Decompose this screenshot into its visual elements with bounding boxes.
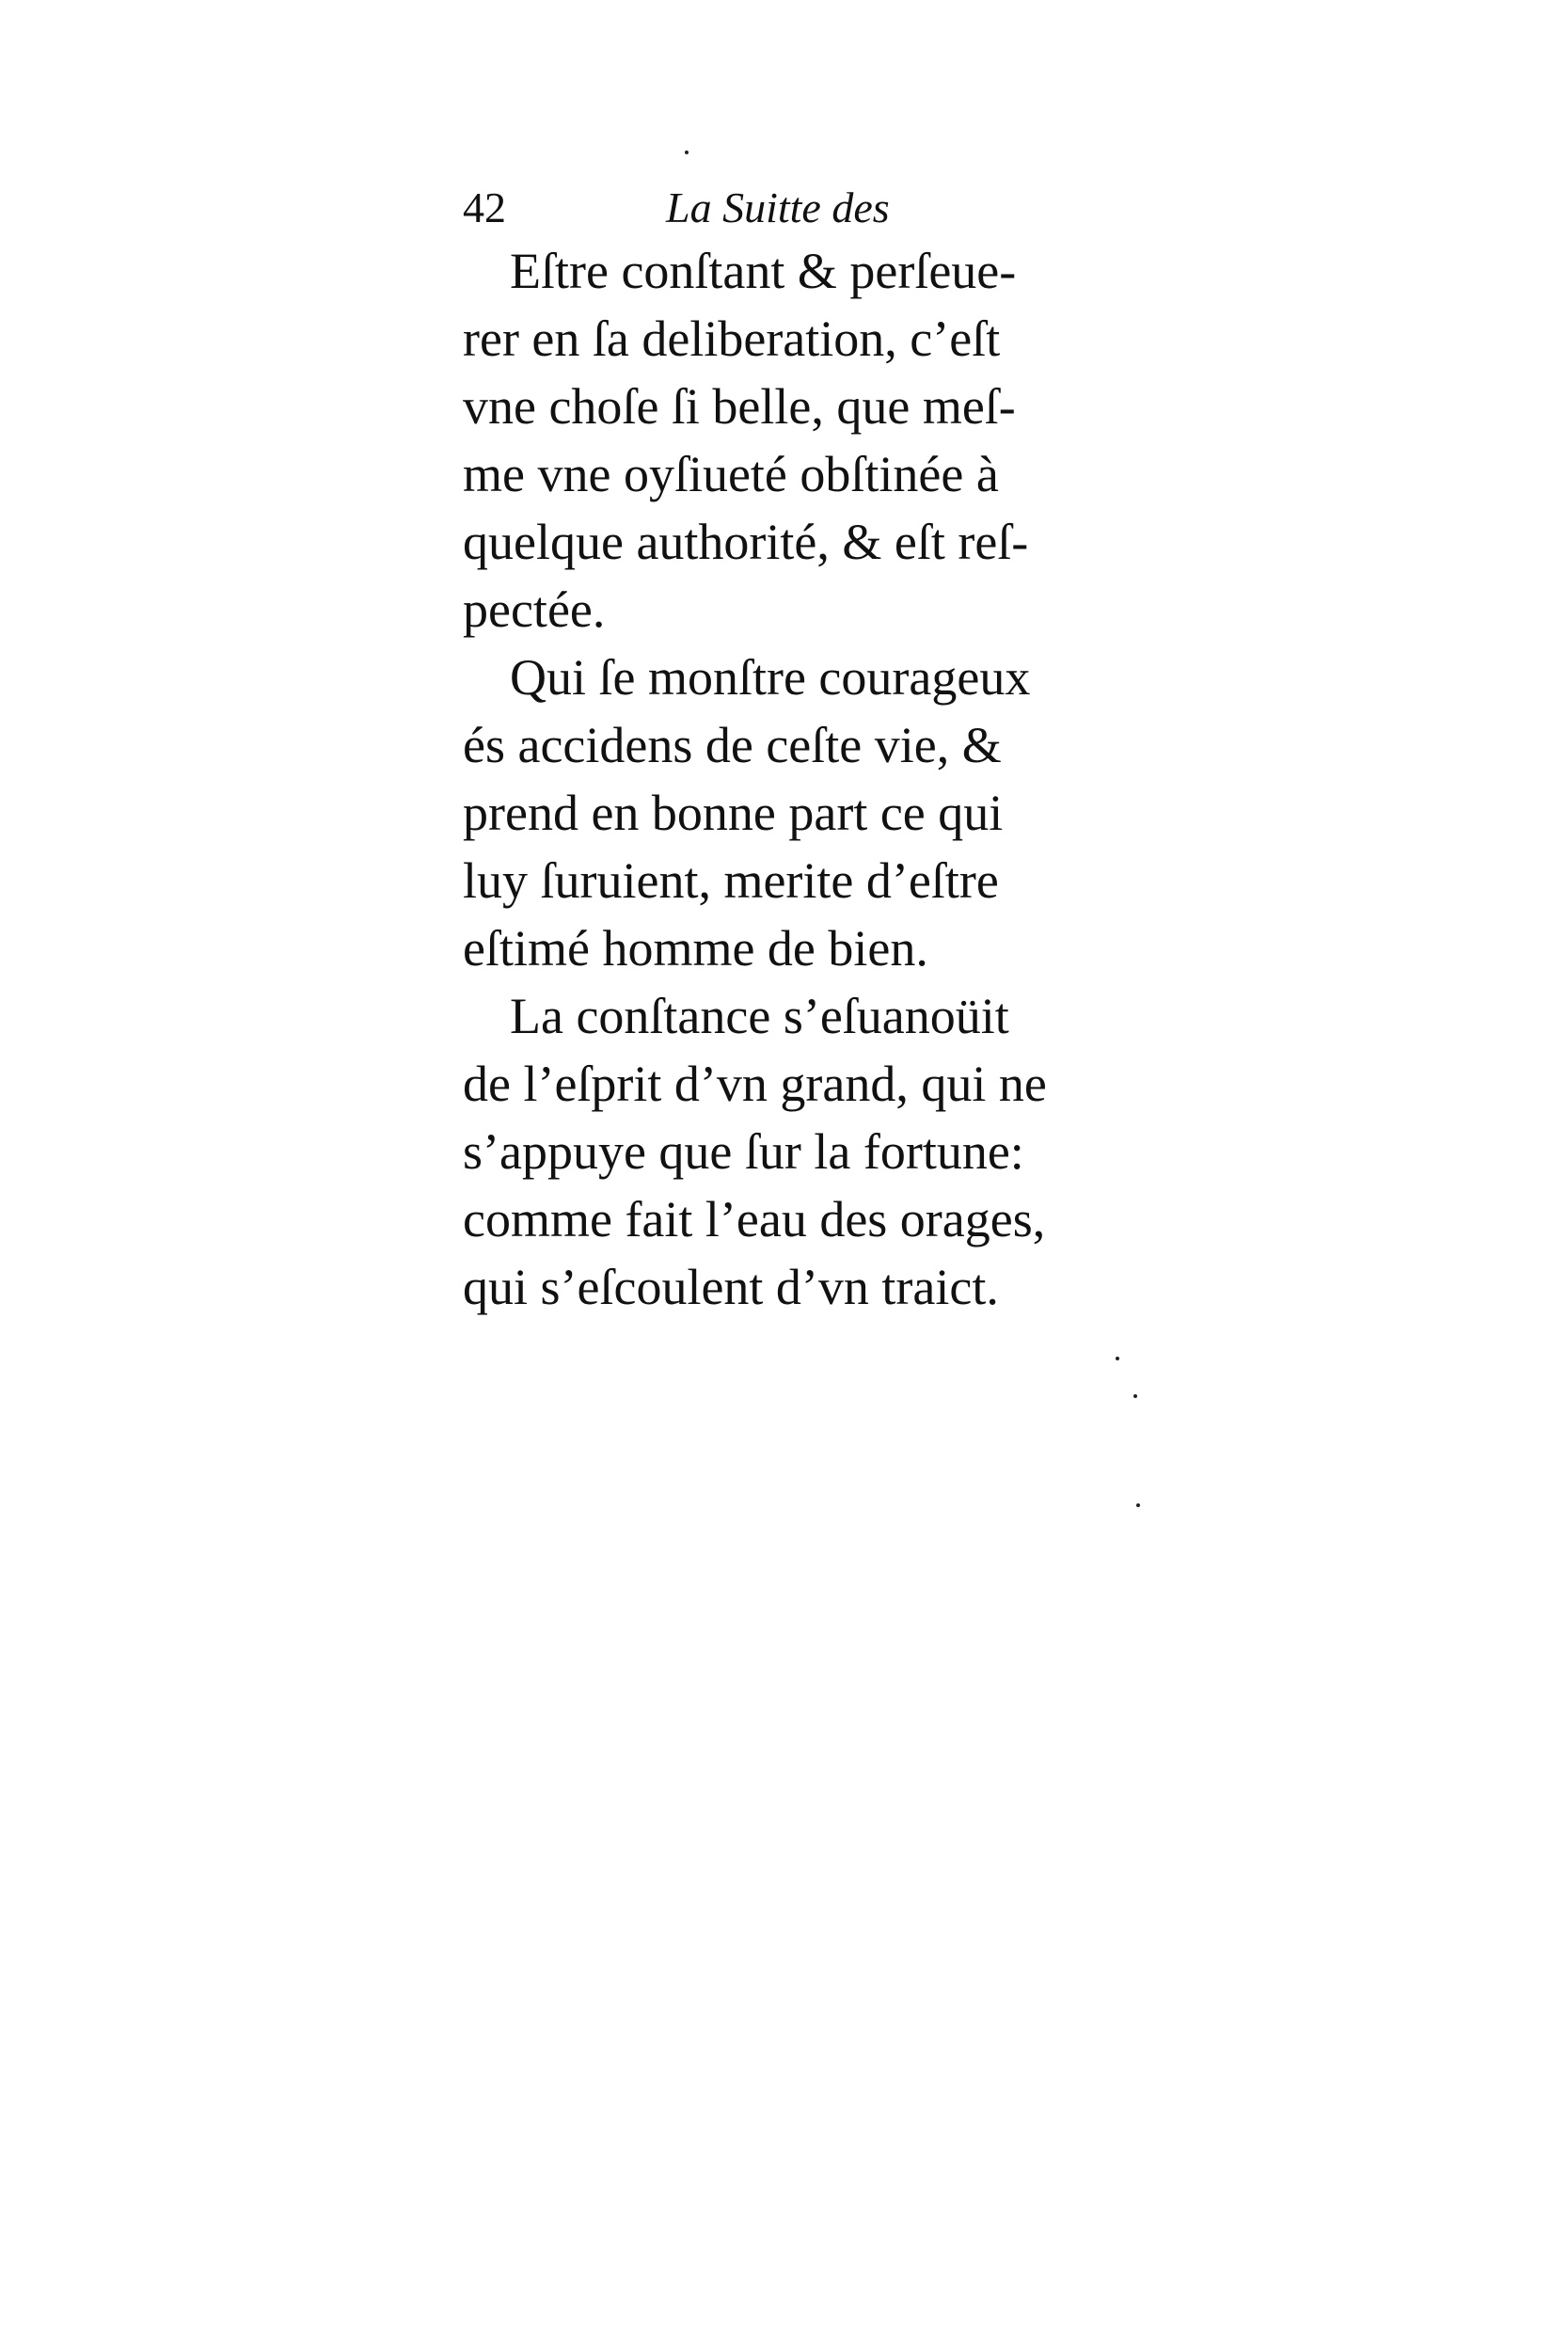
text-line: Eſtre conſtant & perſeue- (510, 243, 1017, 299)
text-line: de l’eſprit d’vn grand, qui ne (463, 1056, 1047, 1112)
text-line: Qui ſe monſtre courageux (510, 649, 1031, 706)
text-line: comme fait l’eau des orages, (463, 1191, 1046, 1248)
text-line: me vne oyſiueté obſtinée à (463, 446, 999, 502)
text-line: luy ſuruient, merite d’eſtre (463, 852, 999, 909)
paragraph (463, 644, 1102, 982)
running-head (463, 179, 1102, 237)
text-line: La conſtance s’eſuanoüit (510, 988, 1009, 1044)
page-number: 42 (463, 183, 506, 231)
ink-speck (1116, 1357, 1119, 1360)
text-line: s’appuye que ſur la fortune: (463, 1123, 1024, 1180)
ink-speck (685, 151, 689, 154)
text-line: eſtimé homme de bien. (463, 920, 928, 977)
text-line: qui s’eſcoulent d’vn traict. (463, 1259, 999, 1315)
page-text (463, 179, 1102, 1321)
text-line: és accidens de ceſte vie, & (463, 717, 1002, 773)
text-line: pectée. (463, 581, 606, 638)
text-line: rer en ſa deliberation, c’eſt (463, 310, 1001, 367)
text-line: vne choſe ſi belle, que meſ- (463, 378, 1016, 435)
paragraph (463, 982, 1102, 1321)
text-line: prend en bonne part ce qui (463, 785, 1004, 841)
paragraph (463, 237, 1102, 644)
running-title: La Suitte des (666, 183, 890, 231)
ink-speck (1133, 1394, 1137, 1398)
text-line: quelque authorité, & eſt reſ- (463, 514, 1029, 570)
ink-speck (1136, 1503, 1140, 1507)
